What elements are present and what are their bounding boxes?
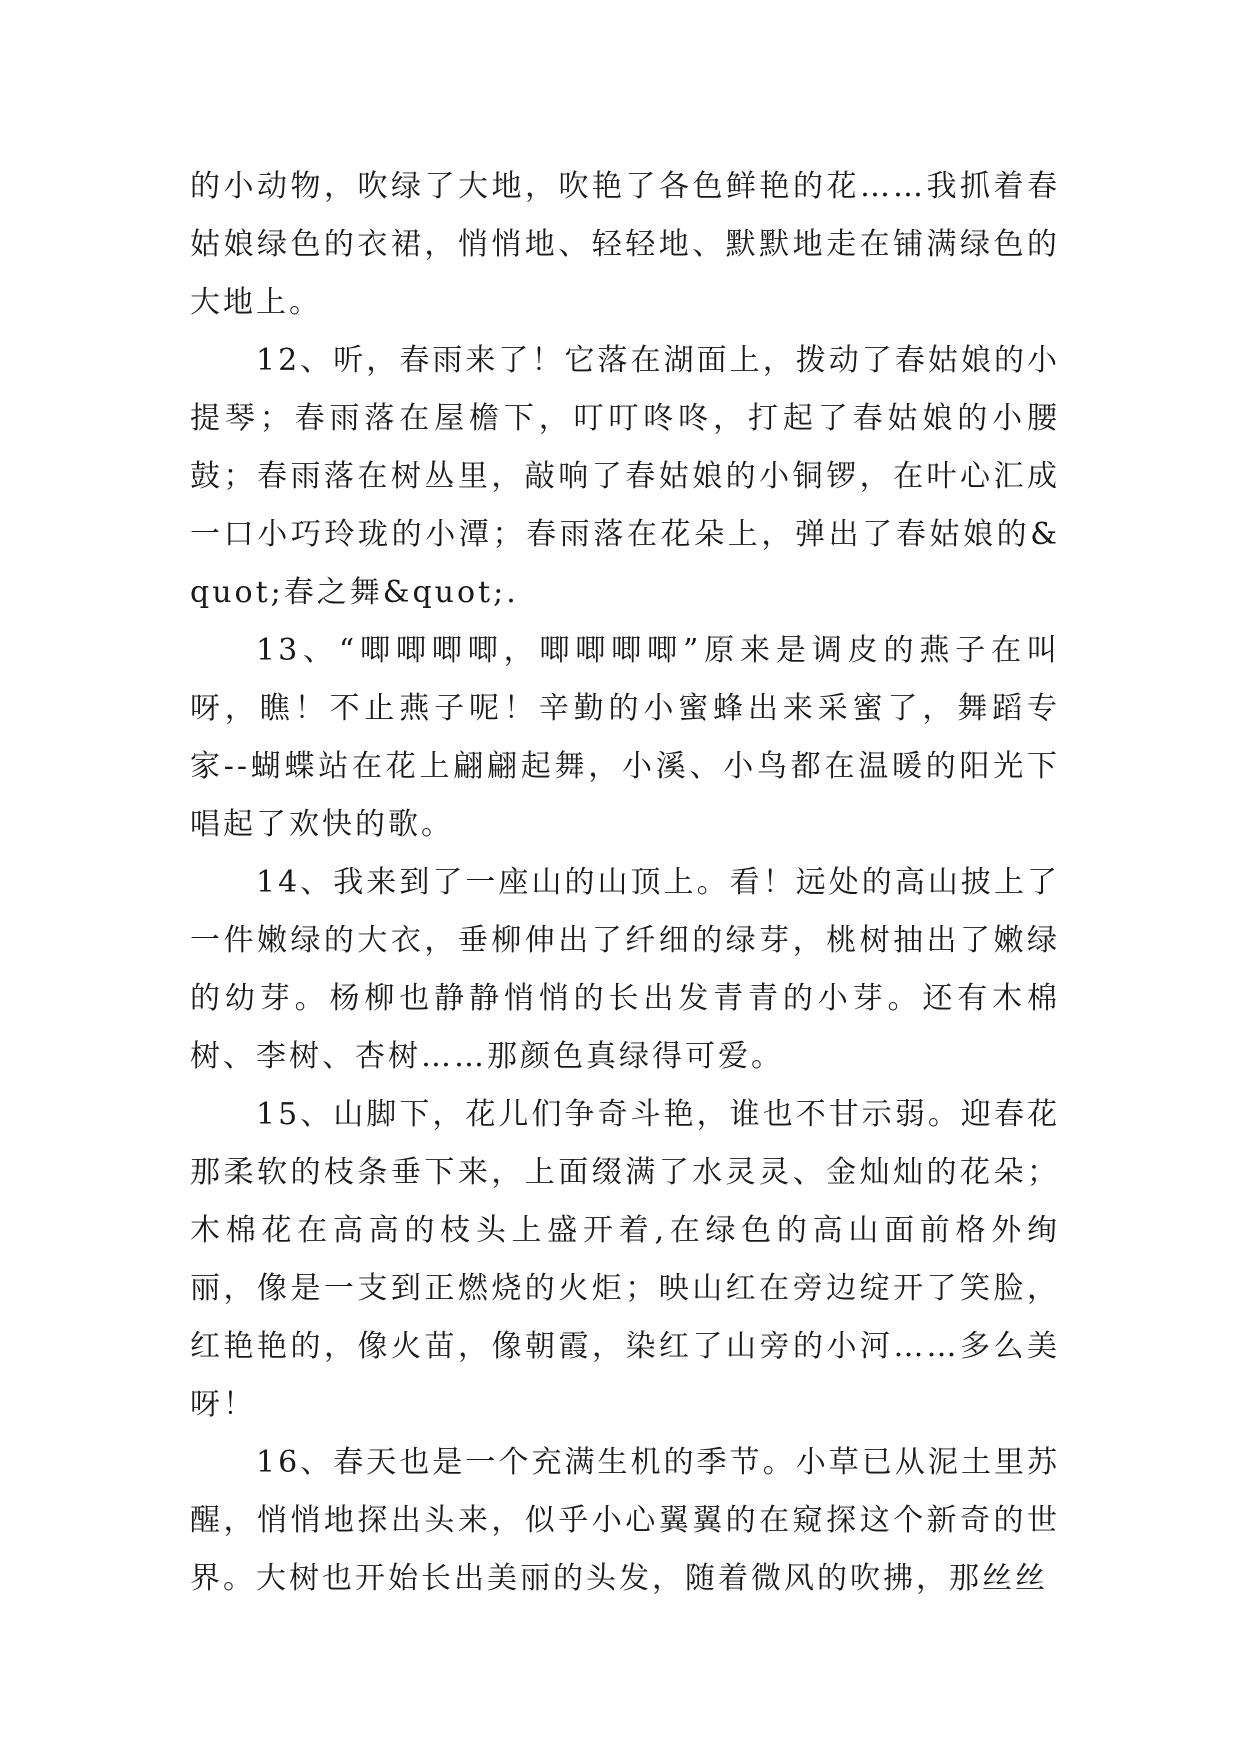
paragraph-13: 13、“唧唧唧唧，唧唧唧唧”原来是调皮的燕子在叫呀，瞧！不止燕子呢！辛勤的小蜜蜂出来采蜜了，舞蹈专家--蝴蝶站在花上翩翩起舞，小溪、小鸟都在温暖的阳光下唱起了欢快的歌。 bbox=[190, 633, 1060, 842]
document-body bbox=[190, 158, 1060, 1608]
paragraph-12: 12、听，春雨来了！它落在湖面上，拨动了春姑娘的小提琴；春雨落在屋檐下，叮叮咚咚，打起了春姑娘的小腰鼓；春雨落在树丛里，敲响了春姑娘的小铜锣，在叶心汇成一口小巧玲珑的小潭；春雨落在花朵上，弹出了春姑娘的&quot;春之舞&quot;. bbox=[190, 343, 1060, 610]
paragraph-continued: 的小动物，吹绿了大地，吹艳了各色鲜艳的花……我抓着春姑娘绿色的衣裙，悄悄地、轻轻地、默默地走在铺满绿色的大地上。 bbox=[190, 169, 1060, 320]
paragraph-16: 16、春天也是一个充满生机的季节。小草已从泥土里苏醒，悄悄地探出头来，似乎小心翼翼的在窥探这个新奇的世界。大树也开始长出美丽的头发，随着微风的吹拂，那丝丝 bbox=[190, 1445, 1060, 1596]
paragraph-15: 15、山脚下，花儿们争奇斗艳，谁也不甘示弱。迎春花那柔软的枝条垂下来，上面缀满了水灵灵、金灿灿的花朵；木棉花在高高的枝头上盛开着,在绿色的高山面前格外绚丽，像是一支到正燃烧的火炬；映山红在旁边绽开了笑脸，红艳艳的，像火苗，像朝霞，染红了山旁的小河……多么美呀！ bbox=[190, 1097, 1060, 1422]
paragraph-14: 14、我来到了一座山的山顶上。看！远处的高山披上了一件嫩绿的大衣，垂柳伸出了纤细的绿芽，桃树抽出了嫩绿的幼芽。杨柳也静静悄悄的长出发青青的小芽。还有木棉树、李树、杏树……那颜色真绿得可爱。 bbox=[190, 865, 1060, 1074]
